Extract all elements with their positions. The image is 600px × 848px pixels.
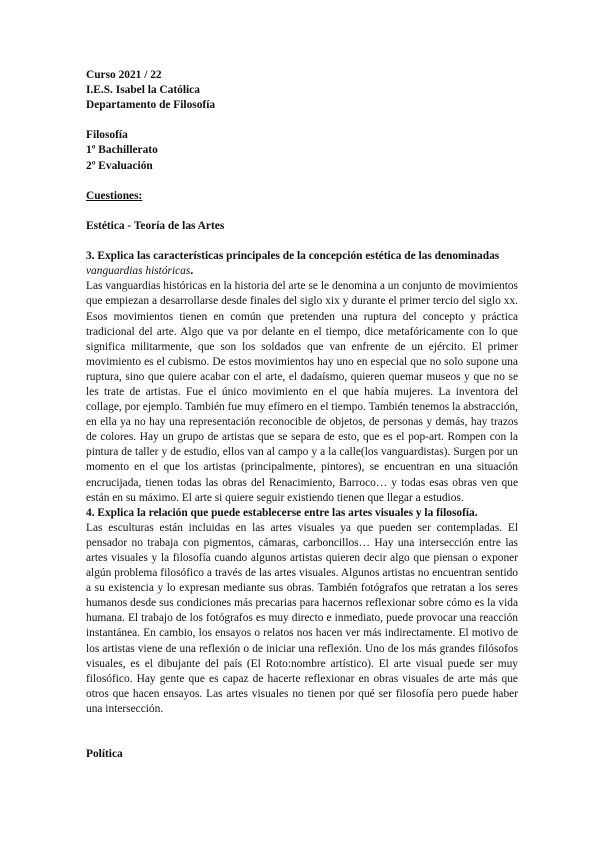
spacer bbox=[86, 174, 518, 189]
next-section-heading: Política bbox=[86, 748, 123, 761]
question-3-title-italic: vanguardias históricas bbox=[86, 265, 191, 278]
spacer bbox=[86, 204, 518, 219]
question-4-answer: Las esculturas están incluidas en las artes visuales ya que pueden ser contempladas. El pensador no trabaja con pigmentos, cámaras, carboncillos… Hay una intersección entre las artes visuales y la filosofía cuando algunos artistas quieren decir algo que piensan o exponer algún problema filosófico a través de las artes visuales. Algunos artistas no encuentran sentido a su existencia y lo expresan mediante sus obras. También fotógrafos que retratan a los seres humanos desde sus condiciones más precarias para hacernos reflexionar sobre cómo es la vida humana. El trabajo de los fotógrafos es muy directo e inmediato, puede provocar una reacción instantánea. En cambio, los ensayos o relatos nos hacen ver más indirectamente. El motivo de los artistas viene de una reflexión o de iniciar una reflexión. Uno de los más grandes filósofos visuales, es el dibujante del país (El Roto:nombre artístico). El arte visual puede ser muy filosófico. Hay gente que es capaz de hacerte reflexionar en obras visuales de arte más que otros que hacen ensayos. Las artes visuales no tienen por qué ser filosofía pero puede haber una intersección. bbox=[86, 521, 518, 715]
school-line: I.E.S. Isabel la Católica bbox=[86, 84, 200, 97]
subject-term: 2º Evaluación bbox=[86, 159, 153, 172]
subject-name: Filosofía bbox=[86, 129, 128, 142]
spacer bbox=[86, 113, 518, 128]
spacer bbox=[86, 717, 518, 747]
question-3-title-end: . bbox=[190, 265, 194, 278]
spacer bbox=[86, 234, 518, 249]
question-3-title bbox=[86, 249, 518, 279]
subject-level: 1º Bachillerato bbox=[86, 144, 158, 157]
question-3-title-start: 3. Explica las características principales de la concepción estética de las denominadas bbox=[86, 250, 500, 263]
section-heading: Cuestiones: bbox=[86, 189, 143, 202]
document-page bbox=[86, 68, 518, 762]
topic-heading: Estética - Teoría de las Artes bbox=[86, 219, 225, 232]
course-line: Curso 2021 / 22 bbox=[86, 69, 162, 81]
question-3-answer: Las vanguardias históricas en la historia del arte se le denomina a un conjunto de movimientos que empiezan a desarrollarse desde finales del siglo xix y durante el primer tercio del siglo xx. Esos movimientos tienen en común que pretenden una ruptura del concepto y práctica tradicional del arte. Algo que va por delante en el tiempo, dice metafóricamente con lo que significa militarmente, que son los soldados que van enfrente de un ejército. El primer movimiento es el cubismo. De estos movimientos hay uno en especial que no solo supone una ruptura, sino que quiere acabar con el arte, el dadaísmo, quieren quemar museos y que no se les trate de artistas. Fue el único movimiento en el que había mujeres. La inventora del collage, por ejemplo. También fue muy efímero en el tiempo. También tenemos la abstracción, en ella ya no hay una representación reconocible de objetos, de personas y demás, hay trazos de colores. Hay un grupo de artistas que se separa de esto, que es el pop-art. Rompen con la pintura de taller y de estudio, ellos van al campo y a la calle(los vanguardistas). Surgen por un momento en el que los artistas (principalmente, pintores), se encuentran en una situación encrucijada, tienen todas las obras del Renacimiento, Barroco… y todas esas obras ven que están en su máximo. El arte si quiere seguir existiendo tienen que llegar a estudios. bbox=[86, 280, 518, 504]
question-4-title: 4. Explica la relación que puede establecerse entre las artes visuales y la filosofía. bbox=[86, 506, 478, 519]
department-line: Departamento de Filosofía bbox=[86, 99, 216, 112]
